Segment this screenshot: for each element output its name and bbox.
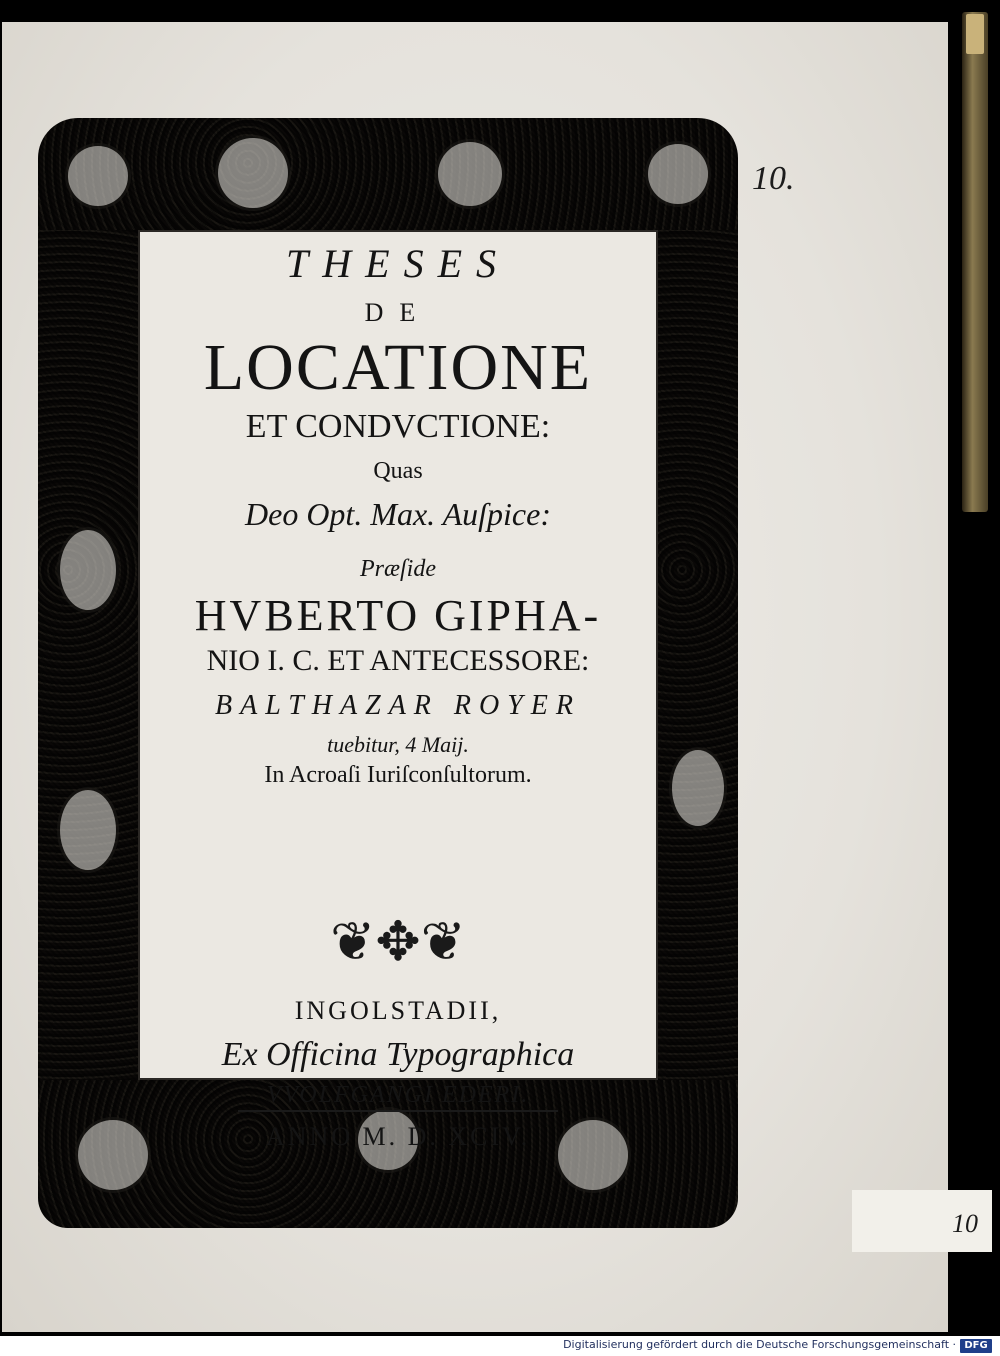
frame-left-ornament — [38, 230, 138, 1080]
handwritten-folio-number: 10. — [752, 160, 795, 197]
imprint-officina: Ex Officina Typographica — [221, 1036, 575, 1073]
title-de: DE — [364, 298, 432, 327]
title-locatione: LOCATIONE — [203, 331, 593, 404]
title-theses: THESES — [286, 241, 510, 286]
folio-label-number: 10 — [952, 1209, 978, 1238]
frame-right-ornament — [658, 230, 738, 1080]
text-respondent-name: BALTHAZAR ROYER — [215, 690, 581, 721]
text-praeses-name: HVBERTO GIPHA- — [194, 591, 602, 640]
imprint-place: INGOLSTADII, — [294, 996, 502, 1025]
printers-ornament-icon: ❦✥❦ — [330, 912, 466, 972]
title-text-block — [138, 230, 658, 1151]
text-quas: Quas — [373, 458, 423, 484]
text-praeses-title: NIO I. C. ET ANTECESSORE: — [206, 644, 590, 677]
text-praeside: Præſide — [360, 556, 436, 582]
scanner-clamp-tab — [966, 14, 984, 54]
digitization-footer — [0, 1336, 1000, 1356]
footer-credit: Digitalisierung gefördert durch die Deutsche Forschungsgemeinschaft · — [563, 1338, 956, 1351]
frame-top-ornament — [38, 118, 738, 230]
text-date: tuebitur, 4 Maij. — [327, 732, 469, 757]
dfg-logo-icon[interactable]: DFG — [960, 1339, 992, 1353]
imprint-divider — [238, 1110, 558, 1112]
imprint-printer: VVOLFGANGI EDERI. — [266, 1082, 530, 1108]
text-venue: In Acroaſi Iuriſconſultorum. — [264, 762, 532, 788]
woodcut-frame — [38, 118, 738, 1228]
imprint-year: ANNO M. D. XCIV. — [265, 1122, 531, 1151]
title-conductione: ET CONDVCTIONE: — [245, 408, 551, 445]
scanner-clamp — [962, 12, 988, 512]
text-deo-opt-max: Deo Opt. Max. Auſpice: — [245, 496, 551, 532]
